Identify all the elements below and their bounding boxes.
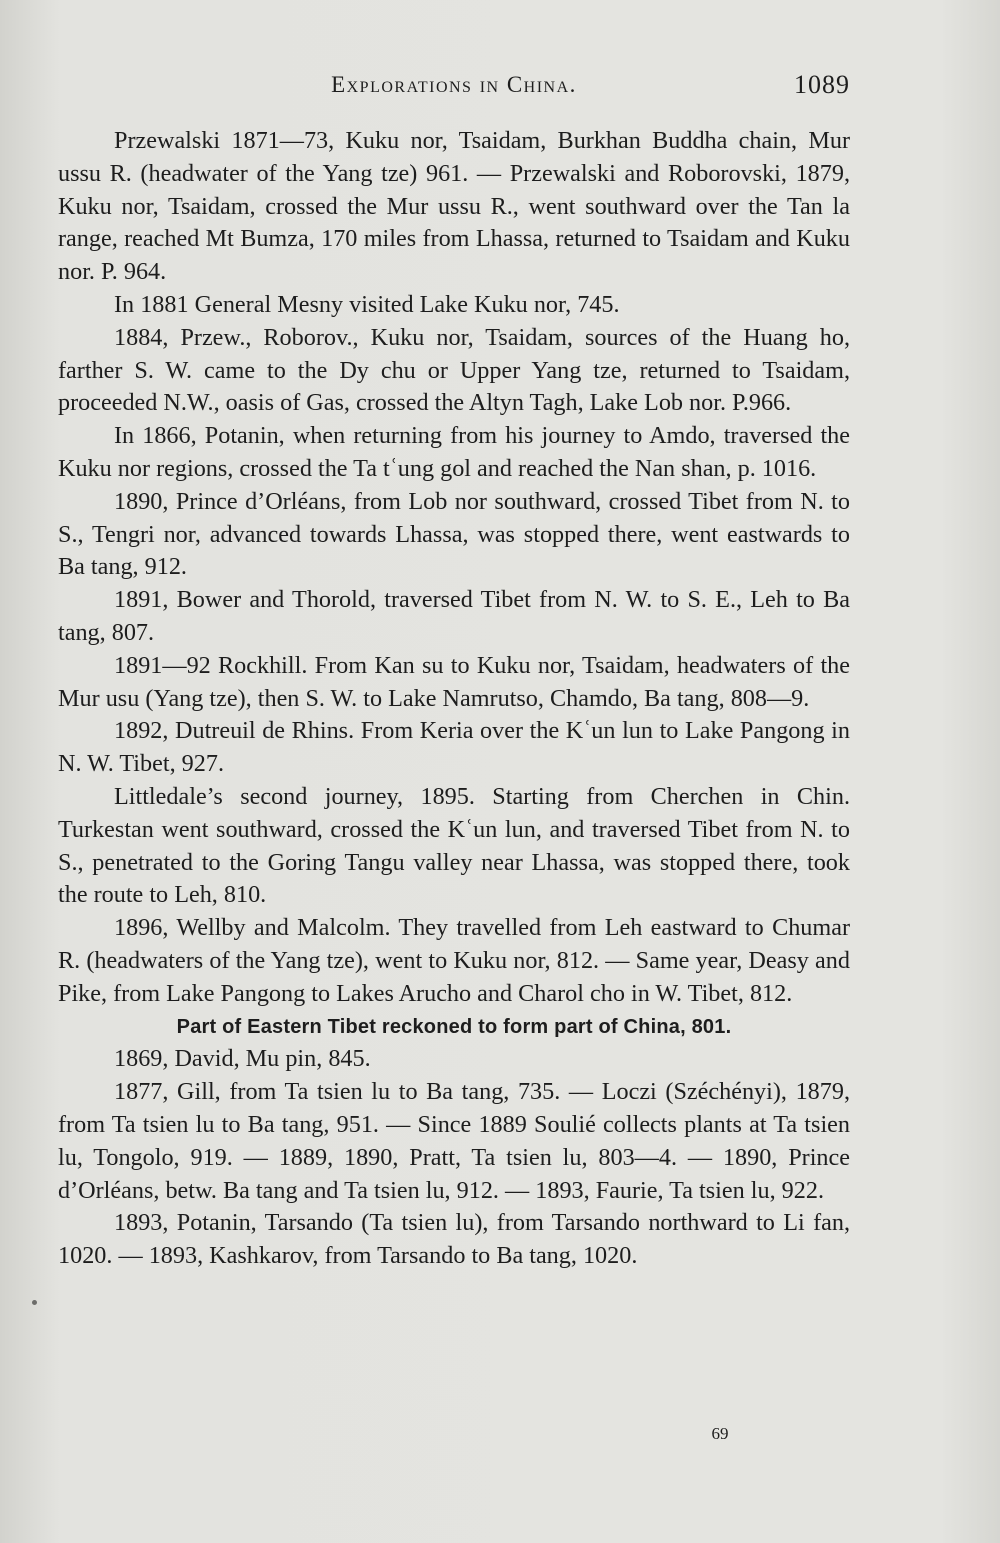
paragraph: 1869, David, Mu pin, 845. — [114, 1045, 371, 1073]
paragraph: In 1866, Potanin, when returning from his journey to Amdo, traversed the Kuku nor regions, crossed the Ta tʿung gol and reached the Nan shan, p. 1016. — [58, 422, 850, 482]
paragraph: 1890, Prince d’Orléans, from Lob nor southward, crossed Tibet from N. to S., Tengri nor, advanced towards Lhassa, was stopped there, went eastwards to Ba tang, 912. — [58, 487, 850, 581]
paragraph: 1877, Gill, from Ta tsien lu to Ba tang, 735. — Loczi (Széchényi), 1879, from Ta tsien lu to Ba tang, 951. — Since 1889 Soulié collects plants at Ta tsien lu, Tongolo, 919. — 1889, 1890, Pratt, Ta tsien lu, 803—4. — 1890, Prince d’Orléans, betw. Ba tang and Ta tsien lu, 912. — 1893, Faurie, Ta tsien lu, 922. — [58, 1078, 850, 1204]
paragraph: 1892, Dutreuil de Rhins. From Keria over the Kʿun lun to Lake Pangong in N. W. Tibet, 927. — [58, 717, 850, 778]
signature-mark: 69 — [711, 1424, 729, 1443]
running-title: Explorations in China. — [331, 72, 577, 97]
paragraph: Littledale’s second journey, 1895. Starting from Cherchen in Chin. Turkestan went southward, crossed the Kʿun lun, and traversed Tibet from N. to S., penetrated to the Goring Tangu valley near Lhassa, was stopped there, took the route to Leh, 810. — [58, 782, 850, 909]
paragraph: 1893, Potanin, Tarsando (Ta tsien lu), from Tarsando northward to Li fan, 1020. — 1893, Kashkarov, from Tarsando to Ba tang, 1020. — [58, 1209, 850, 1270]
paragraph: 1891—92 Rockhill. From Kan su to Kuku nor, Tsaidam, headwaters of the Mur usu (Yang tze), then S. W. to Lake Namrutso, Chamdo, Ba tang, 808—9. — [58, 651, 850, 712]
paragraph: 1884, Przew., Roborov., Kuku nor, Tsaidam, sources of the Huang ho, farther S. W. came to the Dy chu or Upper Yang tze, returned to Tsaidam, proceeded N.W., oasis of Gas, crossed the Altyn Tagh, Lake Lob nor. P.966. — [58, 323, 850, 417]
page-number: 1089 — [794, 70, 850, 99]
paragraph: 1896, Wellby and Malcolm. They travelled from Leh eastward to Chumar R. (headwaters of the Yang tze), went to Kuku nor, 812. — Same year, Deasy and Pike, from Lake Pangong to Lakes Arucho and Charol cho in W. Tibet, 812. — [58, 914, 850, 1007]
paragraph: 1891, Bower and Thorold, traversed Tibet from N. W. to S. E., Leh to Ba tang, 807. — [58, 586, 850, 646]
body-text — [58, 125, 850, 1273]
paragraph: In 1881 General Mesny visited Lake Kuku nor, 745. — [114, 290, 620, 318]
page-header — [58, 68, 850, 108]
paragraph: Przewalski 1871—73, Kuku nor, Tsaidam, Burkhan Buddha chain, Mur ussu R. (headwater of the Yang tze) 961. — Przewalski and Roborovski, 1879, Kuku nor, Tsaidam, crossed the Mur ussu R., went southward over the Tan la range, reached Mt Bumza, 170 miles from Lhassa, returned to Tsaidam and Kuku nor. P. 964. — [58, 127, 850, 286]
margin-dot — [32, 1300, 37, 1305]
section-heading: Part of Eastern Tibet reckoned to form part of China, 801. — [176, 1015, 732, 1038]
